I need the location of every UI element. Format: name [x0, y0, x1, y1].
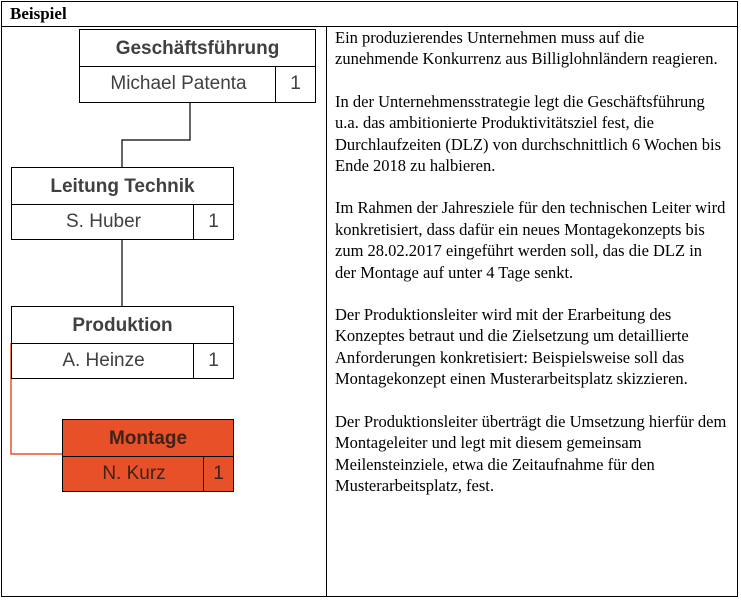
- box-count: 1: [275, 67, 315, 102]
- box-count: 1: [193, 205, 233, 240]
- box-title: Montage: [63, 420, 233, 457]
- paragraph-5: Der Produktionsleiter überträgt die Umsetzung hierfür dem Montageleiter und legt mit diesem gemeinsam Meilensteinziele, etwa die Zeitaufnahme für den Musterarbeitsplatz, fest.: [335, 411, 727, 495]
- box-person-name: Michael Patenta: [110, 73, 247, 94]
- paragraph-1: Ein produzierendes Unternehmen muss auf die zunehmende Konkurrenz aus Billiglohnländern reagieren.: [335, 28, 718, 69]
- paragraph-2: In der Unternehmensstrategie legt die Geschäftsführung u.a. das ambitionierte Produktivitätsziel fest, die Durchlaufzeiten (DLZ) von durchschnittlich 6 Wochen bis Ende 2018 zu halbieren.: [335, 91, 722, 176]
- table-header: Beispiel: [2, 2, 737, 27]
- org-box-leitung-technik: [11, 167, 234, 240]
- org-box-geschaeftsfuehrung: [79, 29, 316, 103]
- box-count: 1: [193, 344, 233, 379]
- box-person-name: S. Huber: [66, 211, 141, 232]
- box-title: Geschäftsführung: [80, 30, 315, 67]
- box-person-name: N. Kurz: [102, 463, 166, 484]
- box-count: 1: [203, 457, 233, 492]
- org-box-produktion: [11, 306, 234, 379]
- org-box-montage: [62, 419, 234, 492]
- paragraph-3: Im Rahmen der Jahresziele für den technischen Leiter wird konkretisiert, dass dafür ein neues Montagekonzepts bis zum 28.02.2017 eingeführt werden soll, das die DLZ in der Montage auf unter 4 Tage senkt.: [335, 198, 726, 282]
- paragraph-4: Der Produktionsleiter wird mit der Erarbeitung des Konzeptes betraut und die Zielsetzung um detaillierte Anforderungen konkretisiert: Beispielsweise soll das Montagekonzept einen Musterarbeitsplatz skizzieren.: [335, 305, 689, 389]
- description-text: [335, 27, 727, 517]
- box-title: Leitung Technik: [12, 168, 233, 205]
- box-person-name: A. Heinze: [62, 350, 145, 371]
- connector-gf-lt: [122, 103, 190, 167]
- box-title: Produktion: [12, 307, 233, 344]
